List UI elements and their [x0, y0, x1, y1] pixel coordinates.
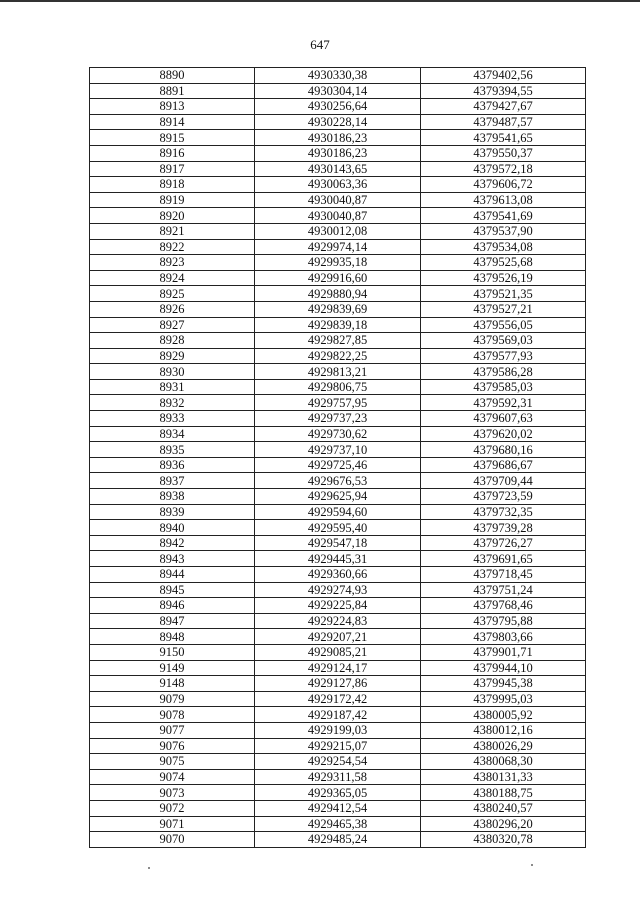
y-coordinate-cell: 4379569,03 — [421, 333, 586, 349]
y-coordinate-cell: 4379723,59 — [421, 489, 586, 505]
table-row — [90, 177, 586, 193]
table-row — [90, 83, 586, 99]
y-coordinate-cell: 4379534,08 — [421, 239, 586, 255]
table-row — [90, 707, 586, 723]
table-row — [90, 691, 586, 707]
x-coordinate-cell: 4929880,94 — [255, 286, 421, 302]
x-coordinate-cell: 4930228,14 — [255, 114, 421, 130]
x-coordinate-cell: 4929274,93 — [255, 582, 421, 598]
point-number-cell: 8922 — [90, 239, 255, 255]
point-number-cell: 8928 — [90, 333, 255, 349]
x-coordinate-cell: 4929730,62 — [255, 426, 421, 442]
x-coordinate-cell: 4929916,60 — [255, 270, 421, 286]
y-coordinate-cell: 4379537,90 — [421, 223, 586, 239]
table-row — [90, 333, 586, 349]
point-number-cell: 8918 — [90, 177, 255, 193]
y-coordinate-cell: 4379995,03 — [421, 691, 586, 707]
point-number-cell: 8932 — [90, 395, 255, 411]
point-number-cell: 8930 — [90, 364, 255, 380]
x-coordinate-cell: 4929215,07 — [255, 738, 421, 754]
y-coordinate-cell: 4379402,56 — [421, 68, 586, 84]
x-coordinate-cell: 4929172,42 — [255, 691, 421, 707]
coordinates-table — [89, 67, 586, 848]
x-coordinate-cell: 4929187,42 — [255, 707, 421, 723]
y-coordinate-cell: 4379577,93 — [421, 348, 586, 364]
point-number-cell: 8931 — [90, 379, 255, 395]
coordinates-table-body — [90, 68, 586, 848]
table-row — [90, 286, 586, 302]
table-row — [90, 223, 586, 239]
x-coordinate-cell: 4930304,14 — [255, 83, 421, 99]
point-number-cell: 8921 — [90, 223, 255, 239]
table-row — [90, 348, 586, 364]
y-coordinate-cell: 4379620,02 — [421, 426, 586, 442]
table-row — [90, 255, 586, 271]
point-number-cell: 9070 — [90, 832, 255, 848]
y-coordinate-cell: 4379572,18 — [421, 161, 586, 177]
y-coordinate-cell: 4380240,57 — [421, 800, 586, 816]
y-coordinate-cell: 4379607,63 — [421, 411, 586, 427]
point-number-cell: 8948 — [90, 629, 255, 645]
x-coordinate-cell: 4929465,38 — [255, 816, 421, 832]
table-row — [90, 395, 586, 411]
point-number-cell: 8936 — [90, 457, 255, 473]
y-coordinate-cell: 4379718,45 — [421, 567, 586, 583]
table-row — [90, 192, 586, 208]
table-row — [90, 379, 586, 395]
point-number-cell: 8943 — [90, 551, 255, 567]
y-coordinate-cell: 4380026,29 — [421, 738, 586, 754]
x-coordinate-cell: 4930256,64 — [255, 99, 421, 115]
table-row — [90, 317, 586, 333]
x-coordinate-cell: 4929813,21 — [255, 364, 421, 380]
y-coordinate-cell: 4379527,21 — [421, 301, 586, 317]
y-coordinate-cell: 4379556,05 — [421, 317, 586, 333]
x-coordinate-cell: 4929737,23 — [255, 411, 421, 427]
table-row — [90, 676, 586, 692]
y-coordinate-cell: 4379521,35 — [421, 286, 586, 302]
point-number-cell: 9075 — [90, 754, 255, 770]
point-number-cell: 9077 — [90, 722, 255, 738]
x-coordinate-cell: 4929254,54 — [255, 754, 421, 770]
table-row — [90, 442, 586, 458]
y-coordinate-cell: 4379768,46 — [421, 598, 586, 614]
y-coordinate-cell: 4379709,44 — [421, 473, 586, 489]
y-coordinate-cell: 4379686,67 — [421, 457, 586, 473]
x-coordinate-cell: 4929445,31 — [255, 551, 421, 567]
y-coordinate-cell: 4379795,88 — [421, 613, 586, 629]
x-coordinate-cell: 4929974,14 — [255, 239, 421, 255]
table-row — [90, 145, 586, 161]
point-number-cell: 8942 — [90, 535, 255, 551]
y-coordinate-cell: 4379751,24 — [421, 582, 586, 598]
table-row — [90, 832, 586, 848]
point-number-cell: 8920 — [90, 208, 255, 224]
point-number-cell: 9079 — [90, 691, 255, 707]
point-number-cell: 8937 — [90, 473, 255, 489]
point-number-cell: 9148 — [90, 676, 255, 692]
y-coordinate-cell: 4379732,35 — [421, 504, 586, 520]
page-number: 647 — [310, 37, 330, 52]
scan-speck — [531, 864, 533, 866]
table-row — [90, 239, 586, 255]
x-coordinate-cell: 4929839,18 — [255, 317, 421, 333]
x-coordinate-cell: 4929594,60 — [255, 504, 421, 520]
x-coordinate-cell: 4929839,69 — [255, 301, 421, 317]
y-coordinate-cell: 4379585,03 — [421, 379, 586, 395]
y-coordinate-cell: 4379586,28 — [421, 364, 586, 380]
point-number-cell: 9071 — [90, 816, 255, 832]
y-coordinate-cell: 4380068,30 — [421, 754, 586, 770]
table-row — [90, 629, 586, 645]
point-number-cell: 9078 — [90, 707, 255, 723]
x-coordinate-cell: 4929224,83 — [255, 613, 421, 629]
y-coordinate-cell: 4379944,10 — [421, 660, 586, 676]
y-coordinate-cell: 4379427,67 — [421, 99, 586, 115]
y-coordinate-cell: 4379525,68 — [421, 255, 586, 271]
point-number-cell: 8924 — [90, 270, 255, 286]
y-coordinate-cell: 4379541,69 — [421, 208, 586, 224]
x-coordinate-cell: 4929725,46 — [255, 457, 421, 473]
point-number-cell: 8915 — [90, 130, 255, 146]
point-number-cell: 8934 — [90, 426, 255, 442]
x-coordinate-cell: 4929199,03 — [255, 722, 421, 738]
y-coordinate-cell: 4379394,55 — [421, 83, 586, 99]
y-coordinate-cell: 4379487,57 — [421, 114, 586, 130]
y-coordinate-cell: 4380296,20 — [421, 816, 586, 832]
point-number-cell: 9073 — [90, 785, 255, 801]
y-coordinate-cell: 4379541,65 — [421, 130, 586, 146]
table-row — [90, 722, 586, 738]
table-row — [90, 301, 586, 317]
scan-speck — [148, 867, 150, 869]
point-number-cell: 8925 — [90, 286, 255, 302]
y-coordinate-cell: 4379526,19 — [421, 270, 586, 286]
x-coordinate-cell: 4930012,08 — [255, 223, 421, 239]
point-number-cell: 8926 — [90, 301, 255, 317]
table-row — [90, 489, 586, 505]
y-coordinate-cell: 4379901,71 — [421, 644, 586, 660]
table-row — [90, 270, 586, 286]
x-coordinate-cell: 4929822,25 — [255, 348, 421, 364]
point-number-cell: 8913 — [90, 99, 255, 115]
table-row — [90, 130, 586, 146]
point-number-cell: 8917 — [90, 161, 255, 177]
x-coordinate-cell: 4929225,84 — [255, 598, 421, 614]
point-number-cell: 8945 — [90, 582, 255, 598]
point-number-cell: 9076 — [90, 738, 255, 754]
y-coordinate-cell: 4379739,28 — [421, 520, 586, 536]
table-row — [90, 114, 586, 130]
x-coordinate-cell: 4929127,86 — [255, 676, 421, 692]
x-coordinate-cell: 4929737,10 — [255, 442, 421, 458]
top-border-line — [0, 0, 640, 2]
point-number-cell: 9149 — [90, 660, 255, 676]
point-number-cell: 8916 — [90, 145, 255, 161]
table-row — [90, 613, 586, 629]
table-row — [90, 551, 586, 567]
y-coordinate-cell: 4379550,37 — [421, 145, 586, 161]
table-row — [90, 567, 586, 583]
table-row — [90, 738, 586, 754]
y-coordinate-cell: 4380320,78 — [421, 832, 586, 848]
table-row — [90, 68, 586, 84]
x-coordinate-cell: 4930186,23 — [255, 130, 421, 146]
point-number-cell: 8939 — [90, 504, 255, 520]
table-row — [90, 800, 586, 816]
point-number-cell: 8891 — [90, 83, 255, 99]
y-coordinate-cell: 4380005,92 — [421, 707, 586, 723]
point-number-cell: 9074 — [90, 769, 255, 785]
table-row — [90, 426, 586, 442]
point-number-cell: 8944 — [90, 567, 255, 583]
table-row — [90, 457, 586, 473]
table-row — [90, 582, 586, 598]
x-coordinate-cell: 4930063,36 — [255, 177, 421, 193]
table-row — [90, 660, 586, 676]
table-row — [90, 364, 586, 380]
table-row — [90, 644, 586, 660]
table-row — [90, 411, 586, 427]
point-number-cell: 8923 — [90, 255, 255, 271]
point-number-cell: 8929 — [90, 348, 255, 364]
x-coordinate-cell: 4930330,38 — [255, 68, 421, 84]
x-coordinate-cell: 4929311,58 — [255, 769, 421, 785]
point-number-cell: 9072 — [90, 800, 255, 816]
x-coordinate-cell: 4929207,21 — [255, 629, 421, 645]
x-coordinate-cell: 4929625,94 — [255, 489, 421, 505]
y-coordinate-cell: 4379613,08 — [421, 192, 586, 208]
point-number-cell: 8914 — [90, 114, 255, 130]
x-coordinate-cell: 4929124,17 — [255, 660, 421, 676]
point-number-cell: 9150 — [90, 644, 255, 660]
x-coordinate-cell: 4929547,18 — [255, 535, 421, 551]
x-coordinate-cell: 4930186,23 — [255, 145, 421, 161]
table-row — [90, 520, 586, 536]
x-coordinate-cell: 4929806,75 — [255, 379, 421, 395]
table-row — [90, 816, 586, 832]
y-coordinate-cell: 4379680,16 — [421, 442, 586, 458]
x-coordinate-cell: 4930040,87 — [255, 192, 421, 208]
y-coordinate-cell: 4379691,65 — [421, 551, 586, 567]
table-row — [90, 161, 586, 177]
table-row — [90, 99, 586, 115]
point-number-cell: 8890 — [90, 68, 255, 84]
table-row — [90, 754, 586, 770]
point-number-cell: 8946 — [90, 598, 255, 614]
table-row — [90, 598, 586, 614]
point-number-cell: 8935 — [90, 442, 255, 458]
y-coordinate-cell: 4380188,75 — [421, 785, 586, 801]
x-coordinate-cell: 4929935,18 — [255, 255, 421, 271]
table-row — [90, 785, 586, 801]
x-coordinate-cell: 4929360,66 — [255, 567, 421, 583]
x-coordinate-cell: 4929595,40 — [255, 520, 421, 536]
table-row — [90, 535, 586, 551]
x-coordinate-cell: 4929485,24 — [255, 832, 421, 848]
x-coordinate-cell: 4929676,53 — [255, 473, 421, 489]
y-coordinate-cell: 4379606,72 — [421, 177, 586, 193]
y-coordinate-cell: 4379945,38 — [421, 676, 586, 692]
x-coordinate-cell: 4930040,87 — [255, 208, 421, 224]
point-number-cell: 8927 — [90, 317, 255, 333]
table-row — [90, 473, 586, 489]
x-coordinate-cell: 4929365,05 — [255, 785, 421, 801]
table-row — [90, 208, 586, 224]
x-coordinate-cell: 4930143,65 — [255, 161, 421, 177]
y-coordinate-cell: 4379803,66 — [421, 629, 586, 645]
point-number-cell: 8919 — [90, 192, 255, 208]
point-number-cell: 8947 — [90, 613, 255, 629]
point-number-cell: 8938 — [90, 489, 255, 505]
y-coordinate-cell: 4380012,16 — [421, 722, 586, 738]
table-row — [90, 504, 586, 520]
y-coordinate-cell: 4379592,31 — [421, 395, 586, 411]
x-coordinate-cell: 4929757,95 — [255, 395, 421, 411]
x-coordinate-cell: 4929085,21 — [255, 644, 421, 660]
point-number-cell: 8933 — [90, 411, 255, 427]
point-number-cell: 8940 — [90, 520, 255, 536]
table-row — [90, 769, 586, 785]
x-coordinate-cell: 4929827,85 — [255, 333, 421, 349]
x-coordinate-cell: 4929412,54 — [255, 800, 421, 816]
y-coordinate-cell: 4379726,27 — [421, 535, 586, 551]
y-coordinate-cell: 4380131,33 — [421, 769, 586, 785]
